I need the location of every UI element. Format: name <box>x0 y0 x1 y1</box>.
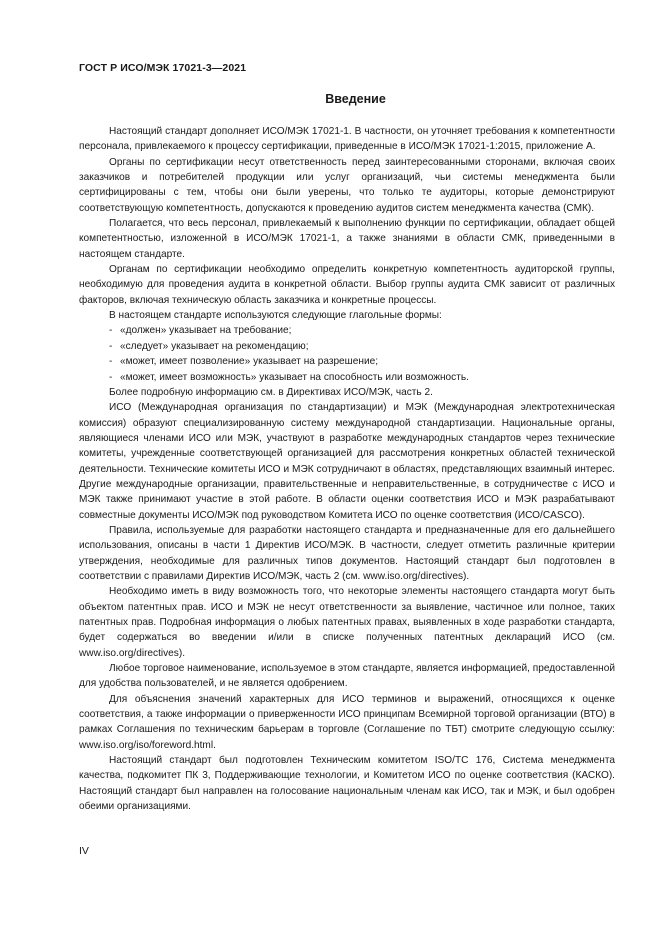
list-item: - «может, имеет позволение» указывает на разрешение; <box>79 354 615 369</box>
paragraph: Полагается, что весь персонал, привлекаемый к выполнению функции по сертификации, обладает общей компетентностью, изложенной в ИСО/МЭК 17021-1, а также знаниями в области СМК, приведенными в настоящем стандарте. <box>79 218 615 260</box>
section-title: Введение <box>325 92 386 106</box>
paragraph: Настоящий стандарт дополняет ИСО/МЭК 17021-1. В частности, он уточняет требования к компетентности персонала, привлекаемого к процессу сертификации, приведенные в ИСО/МЭК 17021-1:2015, приложение А. <box>79 126 615 153</box>
paragraph: Органы по сертификации несут ответственность перед заинтересованными сторонами, включая своих заказчиков и потребителей продукции или услуг организаций, чьи системы менеджмента были сертифицированы с тем, чтобы они были уверены, что только те аудиторы, которые демонстрируют соответствующую компетентность, допускаются к проведению аудитов систем менеджмента качества (СМК). <box>79 156 615 214</box>
paragraph: Для объяснения значений характерных для ИСО терминов и выражений, относящихся к оценке соответствия, а также информации о приверженности ИСО принципам Всемирной торговой организации (ВТО) в рамках Соглашения по техническим барьерам в торговле (Соглашение по ТБТ) смотрите следующую ссылку: www.iso.org/iso/foreword.html. <box>79 693 615 751</box>
introduction-body <box>79 124 615 814</box>
list-item: - «должен» указывает на требование; <box>79 323 615 338</box>
paragraph: ИСО (Международная организация по стандартизации) и МЭК (Международная электротехническая комиссия) образуют специализированную систему международной стандартизации. Национальные органы, являющиеся членами ИСО или МЭК, участвуют в разработке международных стандартов через технические комитеты, учрежденные соответствующей организацией для рассмотрения конкретных областей технической деятельности. Технические комитеты ИСО и МЭК сотрудничают в областях, представляющих взаимный интерес. Другие международные организации, правительственные и неправительственные, в сотрудничестве с ИСО и МЭК также принимают участие в этой работе. В области оценки соответствия ИСО и МЭК разрабатывают совместные документы ИСО/МЭК под руководством Комитета ИСО по оценке соответствия (ИСО/CASCO). <box>79 402 615 521</box>
paragraph: В настоящем стандарте используются следующие глагольные формы: <box>109 310 442 322</box>
list-dash: - <box>109 340 113 352</box>
paragraph: Более подробную информацию см. в Директивах ИСО/МЭК, часть 2. <box>109 386 433 398</box>
list-item: - «следует» указывает на рекомендацию; <box>79 339 615 354</box>
list-dash: - <box>109 325 113 337</box>
paragraph: Правила, используемые для разработки настоящего стандарта и предназначенные для его дальнейшего использования, описаны в части 1 Директив ИСО/МЭК. В частности, следует отметить различные критерии утверждения, необходимые для различных типов документов. Настоящий стандарт был подготовлен в соответствии с правилами Директив ИСО/МЭК, часть 2 (см. www.iso.org/directives). <box>79 524 615 582</box>
document-header: ГОСТ Р ИСО/МЭК 17021-3—2021 <box>79 62 247 74</box>
list-dash: - <box>109 356 113 368</box>
paragraph: Настоящий стандарт был подготовлен Техническим комитетом ISO/TC 176, Система менеджмента качества, подкомитет ПК 3, Поддерживающие технологии, и Комитетом ИСО по оценке соответствия (КАСКО). Настоящий стандарт был направлен на голосование национальным членам как ИСО, так и МЭК, и был одобрен обеими организациями. <box>79 755 615 813</box>
paragraph: Любое торговое наименование, используемое в этом стандарте, является информацией, предоставленной для удобства пользователей, и не является одобрением. <box>79 663 615 690</box>
paragraph: Необходимо иметь в виду возможность того, что некоторые элементы настоящего стандарта могут быть объектом патентных прав. ИСО и МЭК не несут ответственности за выявление, частичное или полное, таких патентных прав. Подробная информация о любых патентных правах, выявленных в ходе разработки стандарта, будет содержаться во введении и/или в списке полученных патентных деклараций ИСО (см. www.iso.org/directives). <box>79 586 615 659</box>
page-number: IV <box>79 845 89 857</box>
list-item: - «может, имеет возможность» указывает на способность или возможность. <box>79 370 615 385</box>
verbal-forms-list <box>79 323 615 384</box>
paragraph: Органам по сертификации необходимо определить конкретную компетентность аудиторской группы, необходимую для проведения аудита в конкретной области. Выбор группы аудита СМК зависит от различных факторов, включая техническую область заказчика и конкретные процессы. <box>79 264 615 306</box>
list-dash: - <box>109 371 113 383</box>
